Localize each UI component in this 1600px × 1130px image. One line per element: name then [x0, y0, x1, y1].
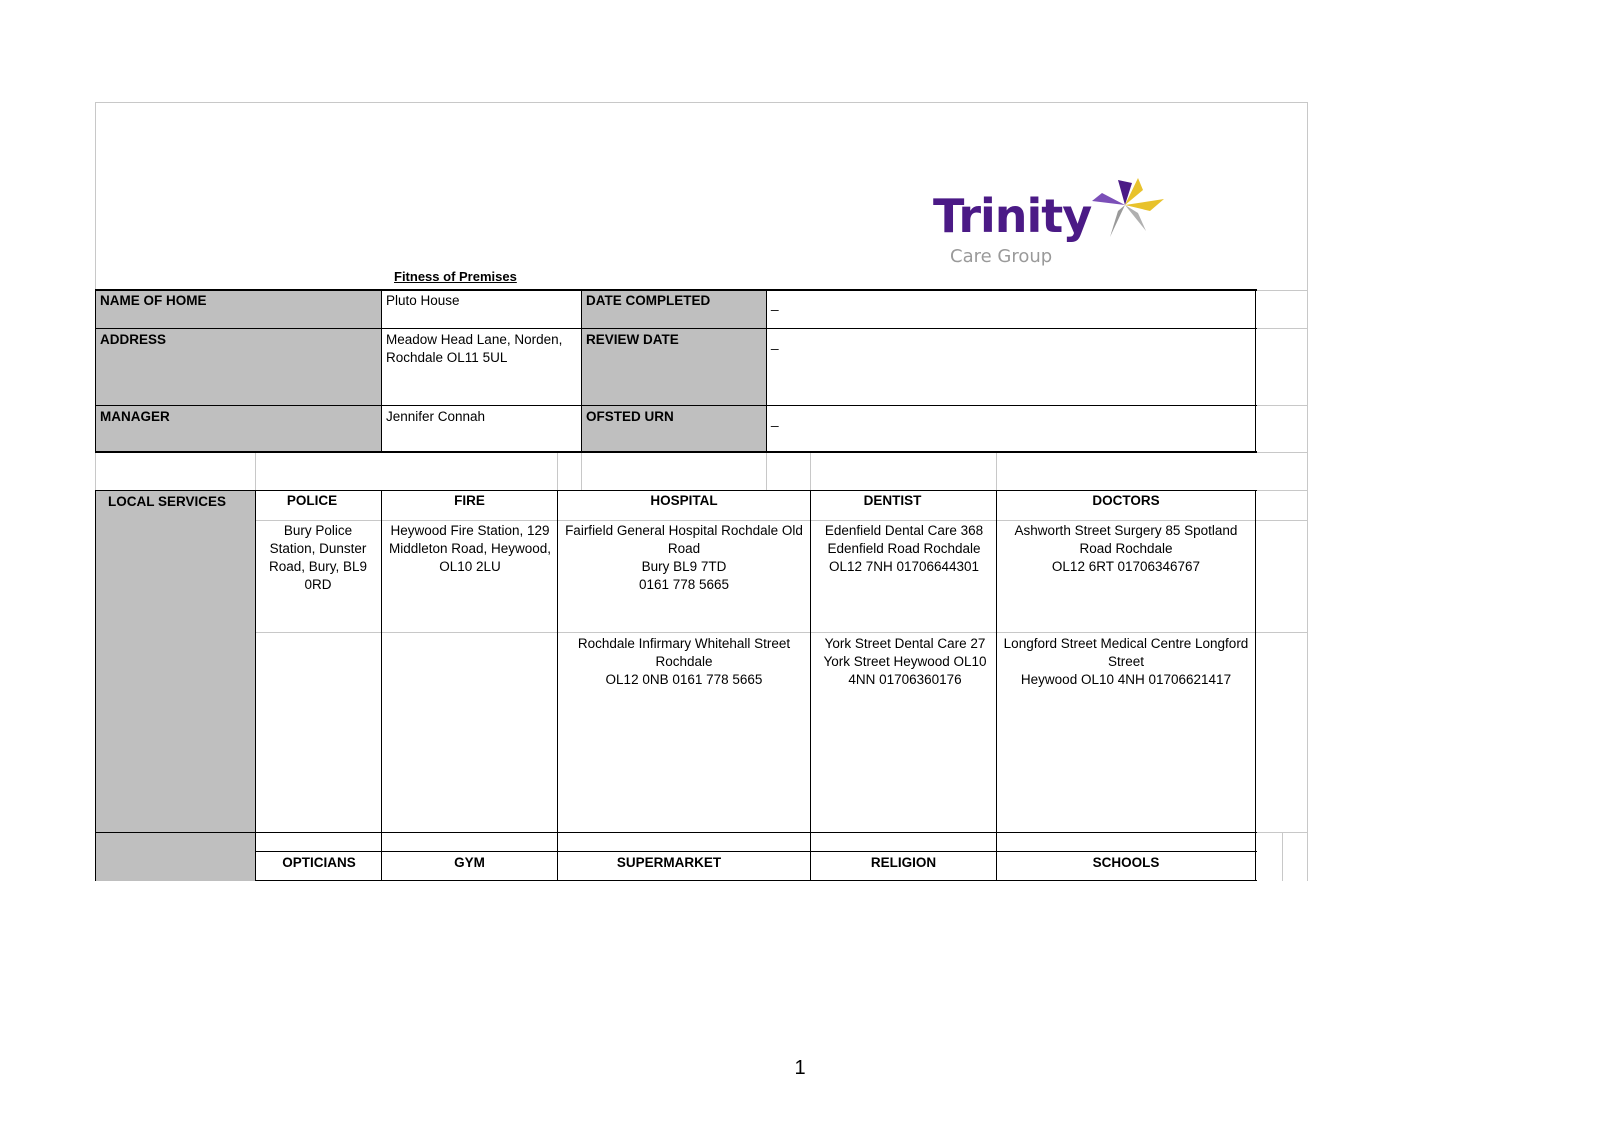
- logo-subtitle-text: Care Group: [950, 246, 1053, 267]
- local-services-label: LOCAL SERVICES: [108, 494, 227, 509]
- review-date-label: REVIEW DATE: [586, 332, 679, 347]
- name-of-home-label: NAME OF HOME: [100, 293, 207, 308]
- dentist-entry-2: York Street Dental Care 27 York Street Heywood OL10 4NN 01706360176: [823, 636, 987, 687]
- dentist-entry-1: Edenfield Dental Care 368 Edenfield Road Rochdale OL12 7NH 01706644301: [824, 523, 984, 574]
- doctors-entry-2: [997, 634, 1255, 689]
- header-opticians: OPTICIANS: [282, 855, 356, 870]
- manager-label: MANAGER: [100, 409, 170, 424]
- header-supermarket: SUPERMARKET: [616, 855, 722, 870]
- address-value: Meadow Head Lane, Norden, Rochdale OL11 5UL: [386, 332, 563, 365]
- trinity-logo: [930, 175, 1180, 275]
- hospital-entry-1-text: Fairfield General Hospital Rochdale Old Road Bury BL9 7TD 0161 778 5665: [565, 523, 803, 592]
- hospital-entry-2-text: Rochdale Infirmary Whitehall Street Rochdale OL12 0NB 0161 778 5665: [577, 636, 791, 687]
- header-dentist: DENTIST: [863, 493, 922, 508]
- star-mark-icon: [1080, 175, 1170, 245]
- doctors-entry-1-text: Ashworth Street Surgery 85 Spotland Road Rochdale OL12 6RT 01706346767: [1014, 523, 1238, 574]
- doctors-entry-2-text: Longford Street Medical Centre Longford Street Heywood OL10 4NH 01706621417: [1003, 636, 1249, 687]
- name-of-home-value: Pluto House: [386, 293, 460, 308]
- police-entry-1: Bury Police Station, Dunster Road, Bury, BL9 0RD: [268, 523, 368, 592]
- fire-entry-1: Heywood Fire Station, 129 Middleton Road, Heywood, OL10 2LU: [388, 523, 552, 574]
- header-doctors: DOCTORS: [1092, 493, 1160, 508]
- logo-brand-text: Trinity: [933, 189, 1092, 243]
- doctors-entry-1: [997, 521, 1255, 576]
- date-completed-value: _: [771, 296, 779, 311]
- header-police: POLICE: [286, 493, 338, 508]
- manager-value: Jennifer Connah: [386, 409, 486, 424]
- page-number: 1: [794, 1057, 806, 1079]
- address-label: ADDRESS: [100, 332, 167, 347]
- review-date-value: _: [771, 335, 779, 350]
- header-gym: GYM: [454, 855, 485, 870]
- header-religion: RELIGION: [870, 855, 937, 870]
- hospital-entry-2: [558, 634, 810, 689]
- ofsted-urn-label: OFSTED URN: [586, 409, 674, 424]
- hospital-entry-1: [558, 521, 810, 594]
- header-hospital: HOSPITAL: [650, 493, 718, 508]
- local-services-label-cell: [96, 490, 256, 881]
- date-completed-label: DATE COMPLETED: [586, 293, 711, 308]
- header-schools: SCHOOLS: [1092, 855, 1160, 870]
- form-title: Fitness of Premises: [394, 269, 517, 284]
- header-fire: FIRE: [454, 493, 485, 508]
- ofsted-urn-value: _: [771, 412, 779, 427]
